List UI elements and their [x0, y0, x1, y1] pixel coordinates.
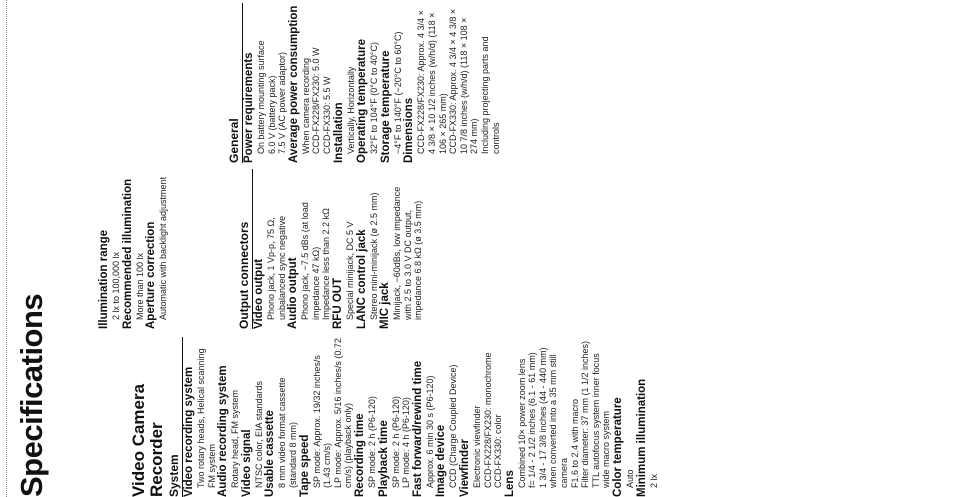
output-heading: Output connectors — [238, 169, 253, 329]
avg-power-label: Average power consumption — [287, 5, 300, 163]
storage-temp-label: Storage temperature — [379, 50, 392, 163]
power-req-adaptor: 7.5 V (AC power adaptor) — [277, 51, 288, 154]
cassette-value: 8 mm video format cassette (standard 8 mm) — [277, 377, 298, 488]
storage-temp-value: −4°F to 140°F (−20°C to 60°C) — [392, 31, 403, 154]
output-section — [238, 169, 424, 329]
viewfinder-value: Electronic viewfinder — [471, 405, 482, 488]
lens-autofocus: TTL autofocus system inner focus wide macro system — [590, 353, 612, 488]
video-out-label: Video output — [253, 258, 265, 329]
ffrew-label: Fast forward/rewind time — [411, 360, 424, 497]
op-temp-label: Operating temperature — [356, 39, 369, 163]
viewfinder-mono: CCD-FX228/FX230: monochrome — [482, 352, 493, 488]
recording-time-value: SP mode: 2 h (P6-120) — [366, 396, 377, 488]
lanc-label: LANC control jack — [355, 229, 368, 329]
dimensions-c: Including projecting parts and controls — [479, 36, 501, 154]
lanc-value: Stereo mini-minijack (ø 2.5 mm) — [368, 192, 379, 320]
min-illum-label: Minimum illumination — [635, 378, 648, 497]
video-signal-value: NTSC color, EIA standards — [253, 380, 264, 488]
rec-illum-label: Recommended illumination — [121, 178, 134, 329]
color-temp-label: Color temperature — [612, 397, 625, 497]
dimensions-a: CCD-FX228/FX230: Approx. 4 3/4 × 4 3/8 × 10 1/2 inches (w/h/d) (118 × 106 × 265 mm) — [416, 10, 448, 154]
video-recording-value: Two rotary heads, Helical scanning FM system — [196, 348, 217, 488]
illum-range-value: 2 lx to 100,000 lx — [111, 251, 121, 320]
product-title — [130, 337, 166, 497]
viewfinder-label: Viewfinder — [458, 439, 471, 497]
playback-time-lp: LP mode: 4 h (P6-120) — [401, 397, 412, 488]
lens-label: Lens — [503, 470, 516, 497]
color-temp-value: Auto — [625, 469, 636, 488]
audio-out-label: Audio output — [287, 257, 300, 329]
page-heading: Specifications — [14, 293, 49, 497]
illumination-block — [98, 169, 169, 329]
aperture-corr-value: Automatic with backlight adjustment — [158, 176, 169, 320]
power-req-battery: 6.0 V (battery pack) — [266, 75, 277, 154]
lens-aperture: F1.6 to 2.4 with macro — [569, 398, 580, 488]
video-recording-label: Video recording system — [183, 366, 195, 497]
ffrew-value: Approx. 6 min 30 s (P6-120) — [424, 375, 435, 488]
installation-label: Installation — [332, 102, 345, 163]
rec-illum-value: More than 100 lx — [134, 252, 145, 320]
playback-time-label: Playback time — [377, 420, 390, 497]
avg-power-m2: CCD-FX330: 5.5 W — [321, 76, 332, 154]
video-out-value: Phono jack, 1 Vp-p, 75 Ω, unbalanced sync negative — [266, 215, 287, 320]
lens-filter: Filter diameter: 37 mm (1 1/2 inches) — [580, 340, 591, 488]
op-temp-value: 32°F to 104°F (0°C to 40°C) — [369, 42, 380, 154]
tape-speed-sp: SP mode: Approx. 19/32 inches/s (1.43 cm/s) — [311, 355, 333, 488]
installation-value: Vertically, Horizontally — [345, 66, 356, 154]
bottom-dotted-rule — [6, 0, 7, 497]
tape-speed-label: Tape speed — [298, 434, 311, 497]
playback-time-sp: SP mode: 2 h (P6-120) — [390, 396, 401, 488]
tape-speed-lp: LP mode: Approx. 5/16 inches/s (0.72 cm/s) (playback only) — [332, 338, 354, 488]
audio-recording-value: Rotary head, FM system — [230, 389, 241, 488]
system-section — [168, 337, 659, 497]
power-req-label: Power requirements — [243, 52, 255, 163]
system-heading: System — [168, 337, 183, 497]
image-device-value: CCD (Charge Coupled Device) — [448, 364, 459, 488]
rfu-out-value: Special minijack, DC 5 V — [344, 221, 355, 320]
image-device-label: Image device — [435, 424, 448, 497]
avg-power-m1: CCD-FX228/FX230: 5.0 W — [311, 47, 322, 154]
video-signal-label: Video signal — [240, 429, 253, 497]
product-title-line-1: Video Camera — [129, 383, 148, 497]
cassette-label: Usable cassette — [264, 410, 277, 497]
aperture-corr-label: Aperture correction — [145, 221, 158, 329]
min-illum-value: 2 lx — [648, 473, 659, 488]
audio-out-value: Phono jack, −7.5 dBs (at load impedance 47 kΩ) — [300, 202, 321, 320]
mic-value: Minijack, −60dBs, low impedance with 2.5 to 3.0 V DC output, impedance 6.8 kΩ (ø 3.5 mm) — [392, 186, 424, 320]
power-req-value: On battery mounting surface — [256, 40, 266, 154]
rfu-out-label: RFU OUT — [331, 277, 344, 329]
dimensions-label: Dimensions — [403, 97, 416, 163]
product-title-line-2: Recorder — [147, 422, 166, 497]
audio-out-impedance: Impedance less than 2.2 kΩ — [321, 208, 332, 320]
general-heading: General — [228, 3, 243, 163]
general-section — [228, 3, 501, 163]
avg-power-value: When camera recording — [300, 57, 311, 154]
recording-time-label: Recording time — [353, 413, 366, 497]
lens-converted: 1 3/4 - 17 3/8 inches (44 - 440 mm) when converted into a 35 mm still camera — [537, 347, 570, 488]
mic-label: MIC jack — [379, 282, 392, 329]
audio-recording-label: Audio recording system — [217, 365, 230, 497]
illum-range-label: Illumination range — [98, 229, 110, 329]
lens-focal: f= 1/4 - 2 1/2 inches (6.1 - 61 mm) — [527, 352, 538, 488]
viewfinder-color: CCD-FX330: color — [493, 414, 504, 488]
dimensions-b: CCD-FX330: Approx. 4 3/4 × 4 3/8 × 10 7/8 inches (w/h/d) (118 × 108 × 274 mm) — [448, 8, 480, 154]
lens-zoom: Combined 10× power zoom lens — [516, 358, 527, 488]
